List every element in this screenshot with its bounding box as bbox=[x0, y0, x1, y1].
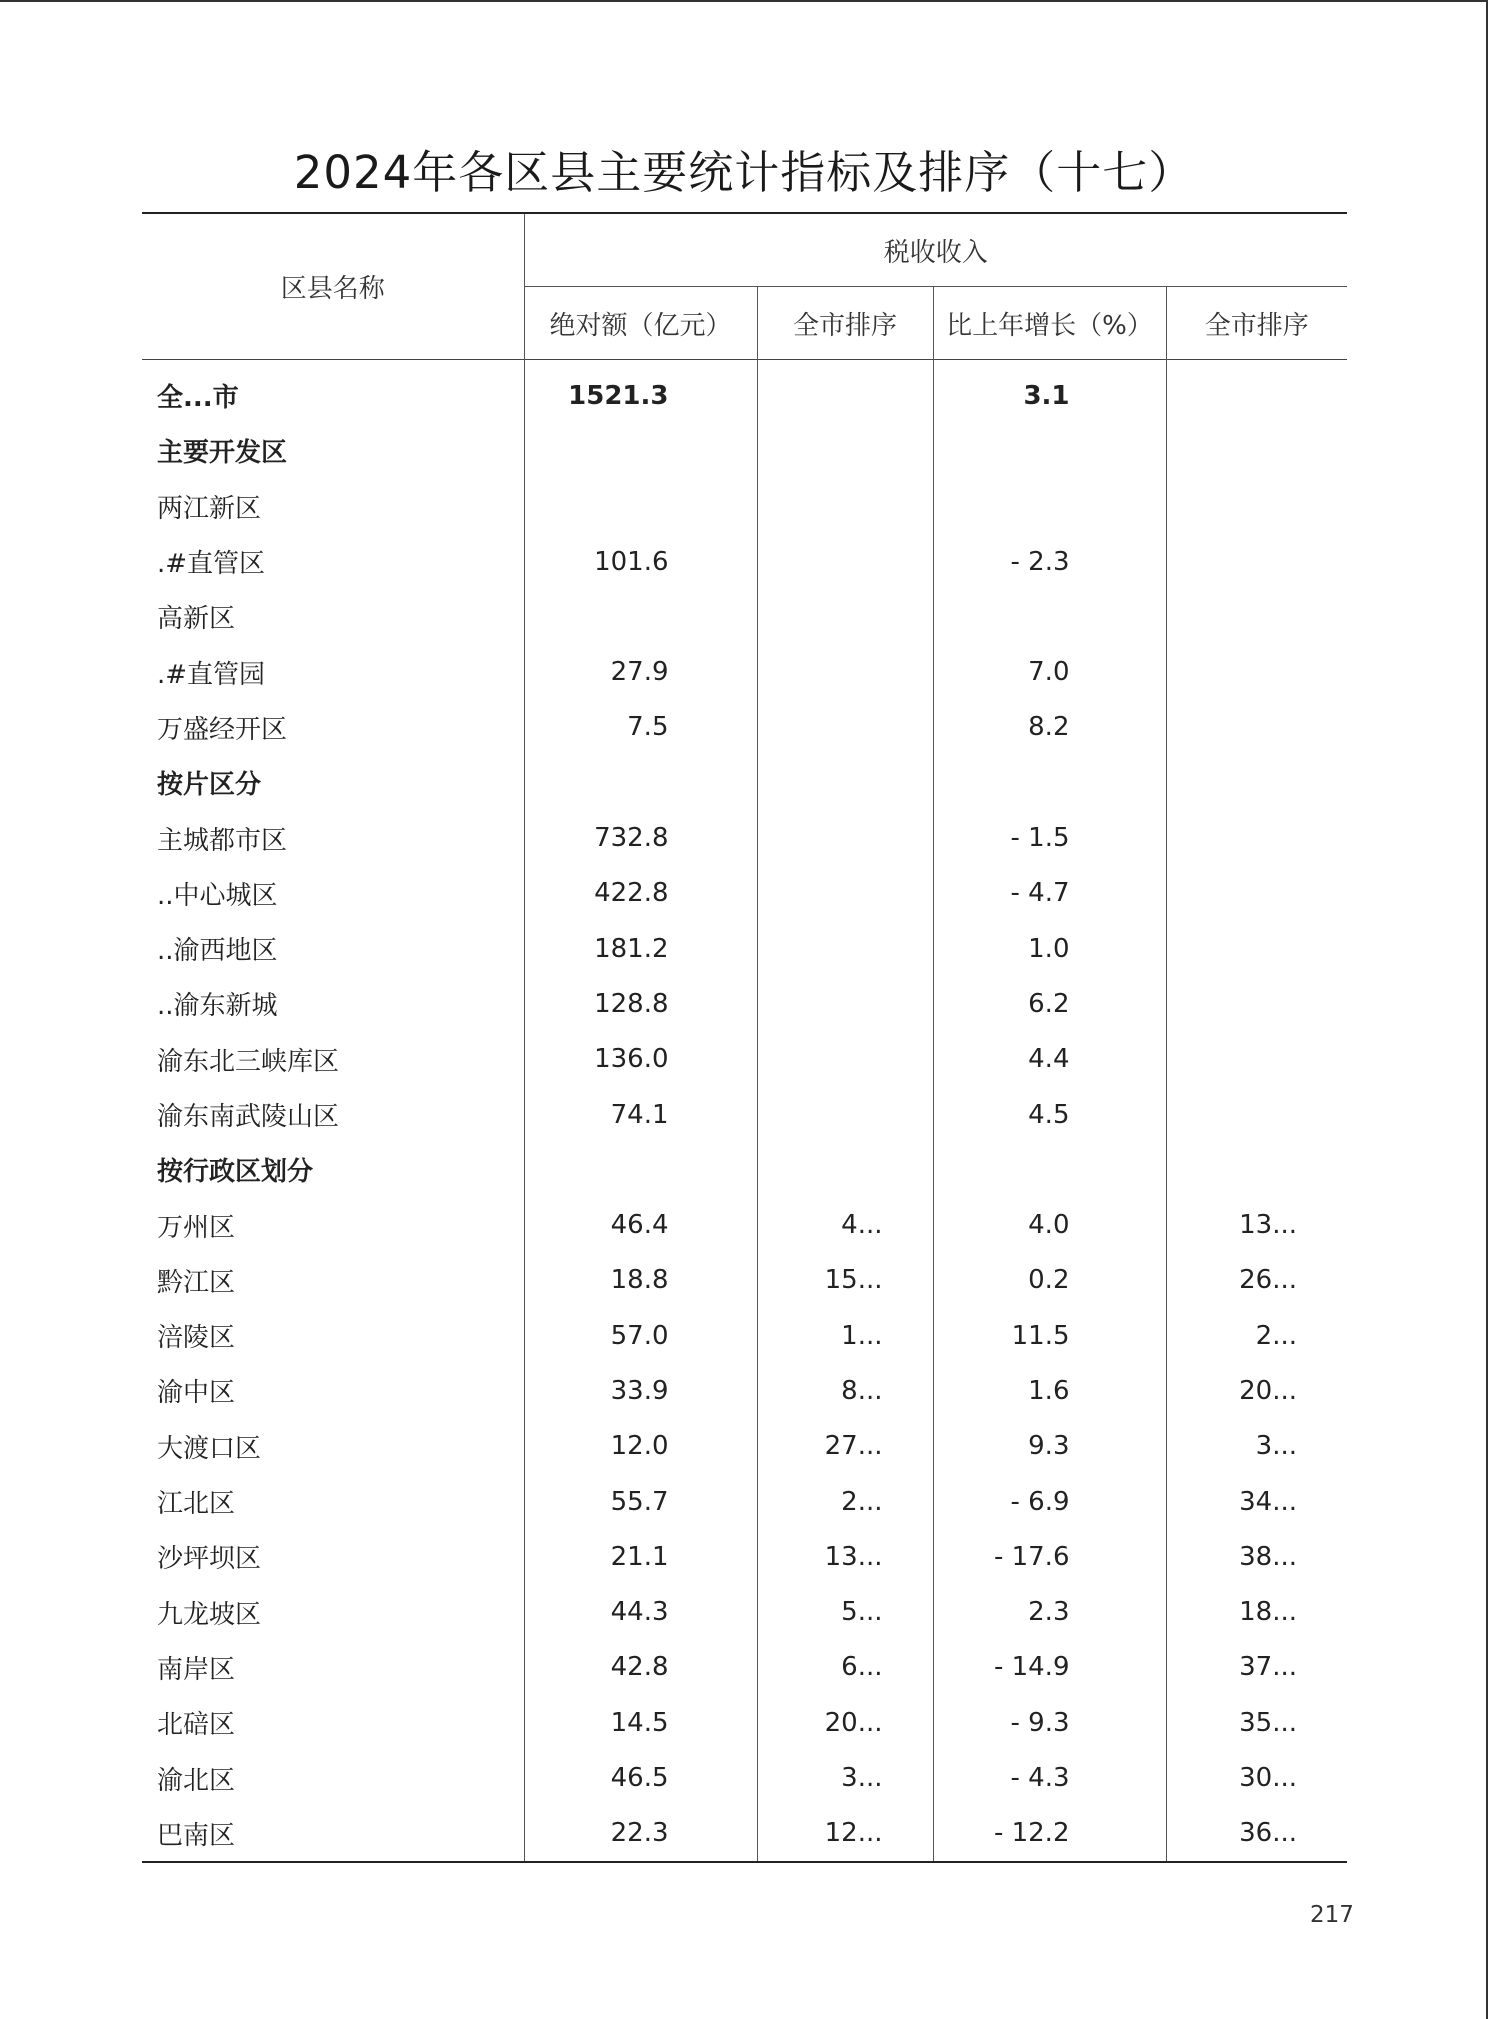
cell-city-rank: 1... bbox=[757, 1308, 933, 1363]
cell-growth-rank bbox=[1166, 589, 1347, 644]
cell-growth-rate: 1.6 bbox=[933, 1363, 1166, 1418]
cell-absolute-amount: 101.6 bbox=[524, 534, 757, 589]
table-row bbox=[142, 755, 1347, 810]
cell-city-rank: 12... bbox=[757, 1806, 933, 1862]
cell-absolute-amount: 128.8 bbox=[524, 976, 757, 1031]
table-row bbox=[142, 1363, 1347, 1418]
cell-growth-rate: 4.5 bbox=[933, 1087, 1166, 1142]
table-row bbox=[142, 534, 1347, 589]
cell-growth-rate: - 1.5 bbox=[933, 810, 1166, 865]
cell-absolute-amount: 55.7 bbox=[524, 1474, 757, 1529]
cell-city-rank: 5... bbox=[757, 1585, 933, 1640]
cell-growth-rank bbox=[1166, 534, 1347, 589]
table-row bbox=[142, 1197, 1347, 1252]
cell-growth-rate: - 4.3 bbox=[933, 1750, 1166, 1805]
cell-growth-rank: 34... bbox=[1166, 1474, 1347, 1529]
cell-absolute-amount bbox=[524, 423, 757, 478]
cell-growth-rate: - 9.3 bbox=[933, 1695, 1166, 1750]
cell-district-name: 北碚区 bbox=[157, 1710, 236, 1741]
cell-city-rank bbox=[757, 1087, 933, 1142]
cell-absolute-amount: 44.3 bbox=[524, 1585, 757, 1640]
table-row bbox=[142, 479, 1347, 534]
table-row bbox=[142, 1032, 1347, 1087]
cell-city-rank: 13... bbox=[757, 1529, 933, 1584]
table-row bbox=[142, 1585, 1347, 1640]
table-row bbox=[142, 1087, 1347, 1142]
cell-district-name: 按片区分 bbox=[157, 770, 262, 801]
cell-city-rank: 4... bbox=[757, 1197, 933, 1252]
table-row bbox=[142, 1695, 1347, 1750]
cell-district-name: 南岸区 bbox=[157, 1654, 236, 1685]
cell-growth-rate: 4.4 bbox=[933, 1032, 1166, 1087]
cell-absolute-amount: 22.3 bbox=[524, 1806, 757, 1862]
cell-district-name: 万盛经开区 bbox=[157, 714, 288, 745]
table-row bbox=[142, 423, 1347, 478]
cell-absolute-amount: 12.0 bbox=[524, 1419, 757, 1474]
cell-district-name: 江北区 bbox=[157, 1489, 236, 1520]
cell-city-rank: 20... bbox=[757, 1695, 933, 1750]
header-absolute-amount: 绝对额（亿元） bbox=[524, 287, 757, 360]
table-row bbox=[142, 644, 1347, 699]
cell-growth-rate: - 17.6 bbox=[933, 1529, 1166, 1584]
cell-growth-rank bbox=[1166, 1142, 1347, 1197]
cell-district-name: 两江新区 bbox=[157, 493, 262, 524]
header-growth-rank: 全市排序 bbox=[1166, 287, 1347, 360]
cell-city-rank bbox=[757, 644, 933, 699]
cell-absolute-amount: 18.8 bbox=[524, 1253, 757, 1308]
cell-growth-rank: 3... bbox=[1166, 1419, 1347, 1474]
cell-growth-rate bbox=[933, 1142, 1166, 1197]
cell-district-name: 渝中区 bbox=[157, 1378, 236, 1409]
cell-district-name: ..渝西地区 bbox=[157, 936, 278, 967]
cell-growth-rank bbox=[1166, 810, 1347, 865]
cell-growth-rate: - 14.9 bbox=[933, 1640, 1166, 1695]
cell-growth-rank bbox=[1166, 866, 1347, 921]
cell-growth-rank: 36... bbox=[1166, 1806, 1347, 1862]
cell-growth-rank: 37... bbox=[1166, 1640, 1347, 1695]
cell-absolute-amount: 181.2 bbox=[524, 921, 757, 976]
cell-absolute-amount: 33.9 bbox=[524, 1363, 757, 1418]
cell-absolute-amount: 14.5 bbox=[524, 1695, 757, 1750]
cell-city-rank bbox=[757, 755, 933, 810]
cell-absolute-amount: 422.8 bbox=[524, 866, 757, 921]
cell-absolute-amount: 136.0 bbox=[524, 1032, 757, 1087]
cell-city-rank bbox=[757, 534, 933, 589]
cell-growth-rate: 0.2 bbox=[933, 1253, 1166, 1308]
cell-growth-rate: 2.3 bbox=[933, 1585, 1166, 1640]
cell-growth-rate: - 2.3 bbox=[933, 534, 1166, 589]
page-number: 217 bbox=[1310, 1902, 1354, 1928]
cell-growth-rate bbox=[933, 479, 1166, 534]
cell-growth-rate bbox=[933, 423, 1166, 478]
cell-absolute-amount bbox=[524, 1142, 757, 1197]
cell-district-name: 沙坪坝区 bbox=[157, 1544, 262, 1575]
cell-growth-rank: 26... bbox=[1166, 1253, 1347, 1308]
cell-district-name: 渝东南武陵山区 bbox=[157, 1102, 340, 1132]
cell-city-rank bbox=[757, 360, 933, 424]
table-row bbox=[142, 810, 1347, 865]
cell-absolute-amount: 27.9 bbox=[524, 644, 757, 699]
cell-city-rank: 2... bbox=[757, 1474, 933, 1529]
cell-growth-rate: 6.2 bbox=[933, 976, 1166, 1031]
cell-district-name: 渝东北三峡库区 bbox=[157, 1046, 340, 1077]
cell-absolute-amount: 57.0 bbox=[524, 1308, 757, 1363]
cell-growth-rate bbox=[933, 589, 1166, 644]
cell-district-name: 涪陵区 bbox=[157, 1323, 236, 1354]
cell-district-name: 渝北区 bbox=[157, 1765, 236, 1796]
page-title: 2024年各区县主要统计指标及排序（十七） bbox=[293, 146, 1195, 199]
cell-absolute-amount bbox=[524, 479, 757, 534]
cell-district-name: ..渝东新城 bbox=[157, 991, 278, 1022]
cell-absolute-amount: 1521.3 bbox=[524, 360, 757, 424]
cell-city-rank bbox=[757, 589, 933, 644]
cell-growth-rate: 3.1 bbox=[933, 360, 1166, 424]
cell-growth-rank: 13... bbox=[1166, 1197, 1347, 1252]
cell-district-name: 大渡口区 bbox=[157, 1433, 262, 1464]
cell-city-rank bbox=[757, 866, 933, 921]
cell-growth-rank bbox=[1166, 1032, 1347, 1087]
table-row bbox=[142, 1529, 1347, 1584]
cell-city-rank bbox=[757, 976, 933, 1031]
cell-absolute-amount: 21.1 bbox=[524, 1529, 757, 1584]
cell-city-rank: 15... bbox=[757, 1253, 933, 1308]
cell-growth-rate: 8.2 bbox=[933, 700, 1166, 755]
cell-growth-rate: 7.0 bbox=[933, 644, 1166, 699]
table-row bbox=[142, 921, 1347, 976]
cell-absolute-amount: 46.4 bbox=[524, 1197, 757, 1252]
table-row bbox=[142, 1419, 1347, 1474]
table-row bbox=[142, 1806, 1347, 1862]
cell-city-rank: 3... bbox=[757, 1750, 933, 1805]
cell-growth-rate: - 6.9 bbox=[933, 1474, 1166, 1529]
cell-district-name: 主要开发区 bbox=[157, 438, 288, 469]
cell-city-rank bbox=[757, 810, 933, 865]
cell-growth-rate: 9.3 bbox=[933, 1419, 1166, 1474]
cell-growth-rate: 4.0 bbox=[933, 1197, 1166, 1252]
cell-district-name: 主城都市区 bbox=[157, 825, 288, 856]
cell-district-name: 黔江区 bbox=[157, 1267, 236, 1298]
cell-growth-rate bbox=[933, 755, 1166, 810]
cell-growth-rank bbox=[1166, 976, 1347, 1031]
header-growth-rate: 比上年增长（%） bbox=[933, 287, 1166, 360]
cell-city-rank bbox=[757, 921, 933, 976]
cell-growth-rank bbox=[1166, 644, 1347, 699]
cell-absolute-amount: 7.5 bbox=[524, 700, 757, 755]
cell-city-rank: 6... bbox=[757, 1640, 933, 1695]
cell-district-name: 按行政区划分 bbox=[157, 1157, 314, 1188]
table-row bbox=[142, 1640, 1347, 1695]
header-row-group bbox=[142, 213, 1347, 287]
cell-district-name: 九龙坡区 bbox=[157, 1599, 262, 1630]
cell-growth-rank bbox=[1166, 700, 1347, 755]
cell-district-name: 高新区 bbox=[157, 604, 236, 635]
table-row bbox=[142, 1750, 1347, 1805]
cell-district-name: .#直管区 bbox=[157, 549, 266, 580]
cell-growth-rank bbox=[1166, 423, 1347, 478]
cell-absolute-amount: 46.5 bbox=[524, 1750, 757, 1805]
cell-city-rank bbox=[757, 700, 933, 755]
cell-growth-rank bbox=[1166, 755, 1347, 810]
table-row bbox=[142, 866, 1347, 921]
header-district-name: 区县名称 bbox=[280, 274, 385, 304]
cell-growth-rank: 38... bbox=[1166, 1529, 1347, 1584]
cell-absolute-amount: 42.8 bbox=[524, 1640, 757, 1695]
header-tax-revenue: 税收收入 bbox=[524, 213, 1347, 287]
table-row bbox=[142, 1142, 1347, 1197]
cell-growth-rank: 20... bbox=[1166, 1363, 1347, 1418]
cell-growth-rank: 2... bbox=[1166, 1308, 1347, 1363]
cell-growth-rate: - 4.7 bbox=[933, 866, 1166, 921]
cell-district-name: 全...市 bbox=[157, 383, 239, 414]
cell-growth-rate: 1.0 bbox=[933, 921, 1166, 976]
cell-absolute-amount: 74.1 bbox=[524, 1087, 757, 1142]
cell-growth-rank: 30... bbox=[1166, 1750, 1347, 1805]
table-row bbox=[142, 1474, 1347, 1529]
cell-growth-rank bbox=[1166, 360, 1347, 424]
cell-growth-rate: - 12.2 bbox=[933, 1806, 1166, 1862]
header-city-rank: 全市排序 bbox=[757, 287, 933, 360]
cell-absolute-amount bbox=[524, 755, 757, 810]
cell-district-name: ..中心城区 bbox=[157, 880, 278, 911]
cell-district-name: 万州区 bbox=[157, 1212, 236, 1243]
cell-city-rank bbox=[757, 1142, 933, 1197]
table-row bbox=[142, 1308, 1347, 1363]
cell-district-name: 巴南区 bbox=[142, 1806, 524, 1862]
cell-growth-rank: 18... bbox=[1166, 1585, 1347, 1640]
table-row bbox=[142, 589, 1347, 644]
table-row bbox=[142, 700, 1347, 755]
cell-growth-rank bbox=[1166, 479, 1347, 534]
cell-city-rank: 8... bbox=[757, 1363, 933, 1418]
cell-growth-rate: 11.5 bbox=[933, 1308, 1166, 1363]
cell-absolute-amount: 732.8 bbox=[524, 810, 757, 865]
table-body bbox=[142, 360, 1347, 1863]
statistics-table bbox=[142, 212, 1347, 1863]
cell-growth-rank bbox=[1166, 1087, 1347, 1142]
table-row bbox=[142, 1253, 1347, 1308]
cell-district-name: .#直管园 bbox=[157, 659, 266, 690]
cell-city-rank bbox=[757, 1032, 933, 1087]
cell-growth-rank bbox=[1166, 921, 1347, 976]
table-row bbox=[142, 360, 1347, 424]
cell-city-rank: 27... bbox=[757, 1419, 933, 1474]
cell-city-rank bbox=[757, 423, 933, 478]
table-row bbox=[142, 976, 1347, 1031]
cell-growth-rank: 35... bbox=[1166, 1695, 1347, 1750]
cell-city-rank bbox=[757, 479, 933, 534]
cell-absolute-amount bbox=[524, 589, 757, 644]
